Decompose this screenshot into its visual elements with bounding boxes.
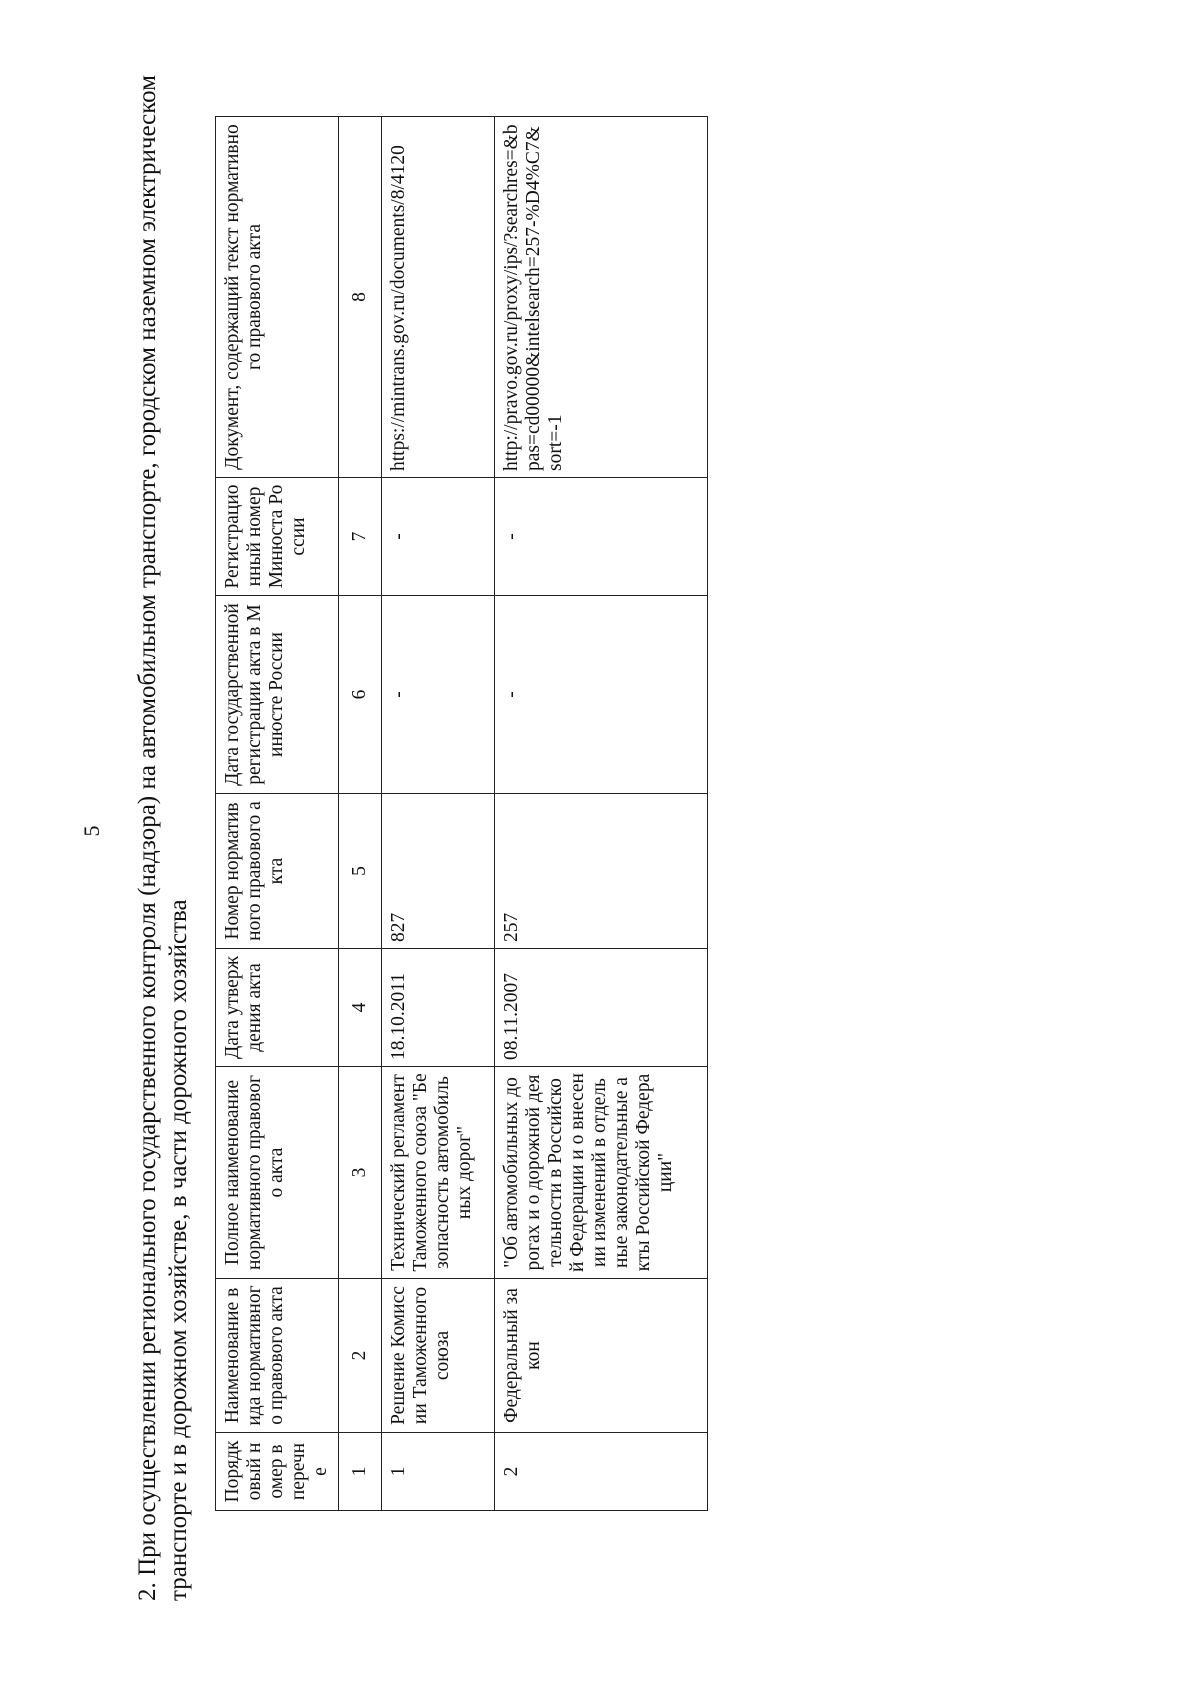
row-registration-date: - — [495, 596, 708, 794]
header-act-kind: Наименование вида нормативного правового акта — [216, 1279, 339, 1433]
row-order-number: 1 — [382, 1433, 495, 1511]
table-row — [495, 117, 708, 1511]
column-number: 4 — [339, 949, 382, 1067]
column-number: 2 — [339, 1279, 382, 1433]
row-registration-date: - — [382, 596, 495, 794]
row-registration-number: - — [495, 478, 708, 596]
row-act-number: 827 — [382, 794, 495, 949]
column-number: 5 — [339, 794, 382, 949]
row-act-number: 257 — [495, 794, 708, 949]
table-row — [382, 117, 495, 1511]
row-act-title: Технический регламент Таможенного союза "Безопасность автомобильных дорог" — [382, 1067, 495, 1279]
column-numbers-row — [339, 117, 382, 1511]
header-order-number: Порядковый номер в перечне — [216, 1433, 339, 1511]
row-registration-number: - — [382, 478, 495, 596]
column-number: 1 — [339, 1433, 382, 1511]
header-approval-date: Дата утверждения акта — [216, 949, 339, 1067]
section-heading: 2. При осуществлении регионального государственного контроля (надзора) на автомобильном транспорте, городском наземном электрическом транспорте и в дорожном хозяйстве, в части дорожного хозяйства — [134, 75, 192, 1601]
column-number: 7 — [339, 478, 382, 596]
row-act-kind: Решение Комиссии Таможенного союза — [382, 1279, 495, 1433]
page-number: 5 — [79, 825, 104, 837]
row-act-kind: Федеральный закон — [495, 1279, 708, 1433]
row-approval-date: 18.10.2011 — [382, 949, 495, 1067]
row-document-link[interactable]: https://mintrans.gov.ru/documents/8/4120 — [382, 117, 495, 478]
column-number: 6 — [339, 596, 382, 794]
row-approval-date: 08.11.2007 — [495, 949, 708, 1067]
rotated-page-content — [132, 73, 832, 1603]
header-registration-number: Регистрационный номер Минюста России — [216, 478, 339, 596]
header-document-link: Документ, содержащий текст нормативного правового акта — [216, 117, 339, 478]
legal-acts-table — [215, 116, 708, 1511]
column-number: 3 — [339, 1067, 382, 1279]
header-act-title: Полное наименование нормативного правового акта — [216, 1067, 339, 1279]
row-act-title: "Об автомобильных дорогах и о дорожной деятельности в Российской Федерации и о внесении изменений в отдельные законодательные акты Российской Федерации" — [495, 1067, 708, 1279]
table-header-row — [216, 117, 339, 1511]
header-act-number: Номер нормативного правового акта — [216, 794, 339, 949]
header-registration-date: Дата государственной регистрации акта в Минюсте России — [216, 596, 339, 794]
column-number: 8 — [339, 117, 382, 478]
row-order-number: 2 — [495, 1433, 708, 1511]
row-document-link[interactable]: http://pravo.gov.ru/proxy/ips/?searchres=&bpas=cd00000&intelsearch=257-%D4%C7&sort=-1 — [495, 117, 708, 478]
